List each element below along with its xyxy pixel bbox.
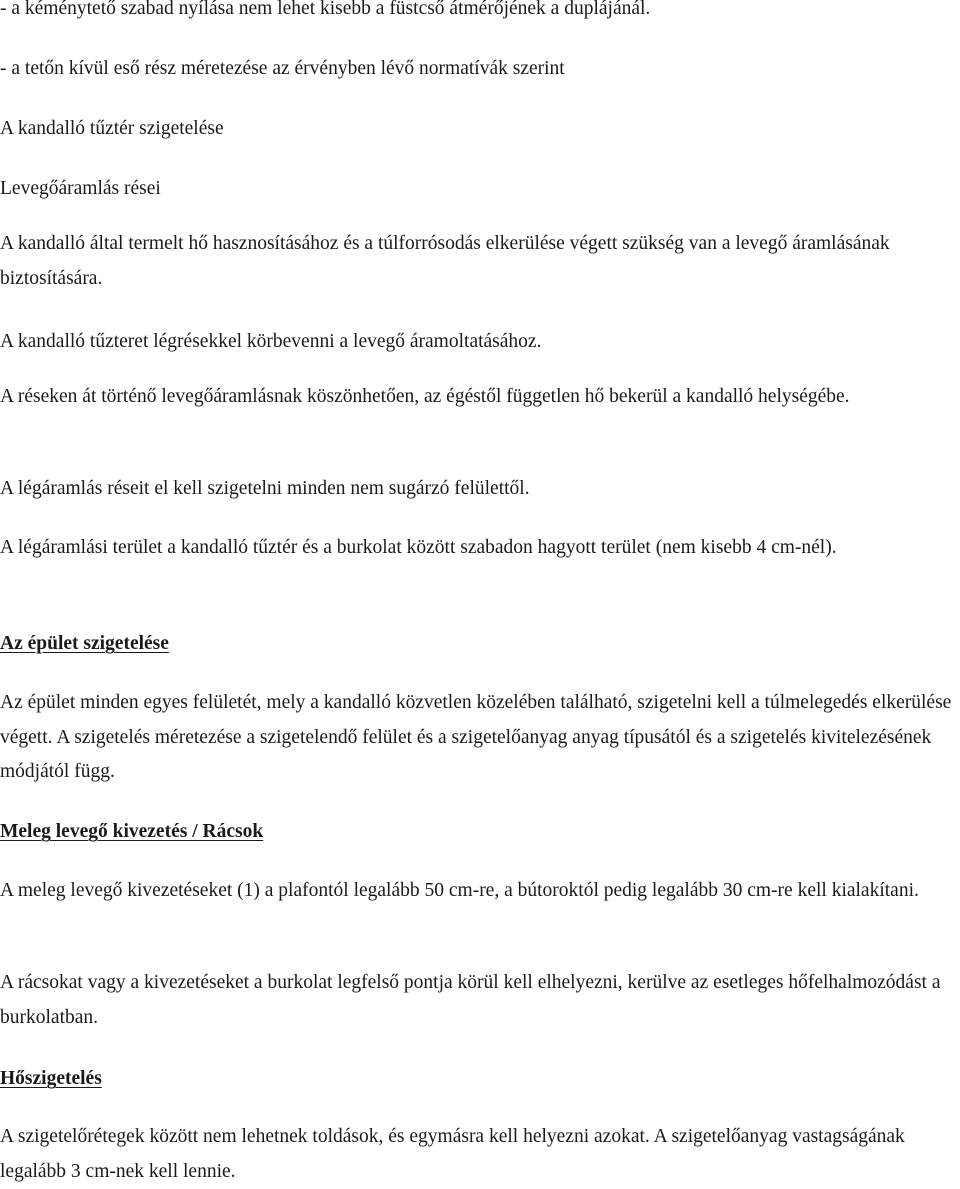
subheading-airflow-gaps: Levegőáramlás rései <box>0 178 161 199</box>
paragraph-building-insulation: Az épület minden egyes felületét, mely a kandalló közvetlen közelében található, szigetelni kell a túlmelegedés elkerülése végett. A szigetelés méretezése a szigetelendő felület és a szigetelőanyag anyag típusától és a szigetelés kivitelezésének módjától függ. <box>0 692 952 782</box>
paragraph-grille-placement: A rácsokat vagy a kivezetéseket a burkolat legfelső pontja körül kell elhelyezni, kerülve az esetleges hőfelhalmozódást a burkolatban. <box>0 972 941 1028</box>
paragraph-airflow-area: A légáramlási terület a kandalló tűztér és a burkolat között szabadon hagyott terület (nem kisebb 4 cm-nél). <box>0 537 837 558</box>
paragraph-airflow-purpose: A kandalló által termelt hő hasznosításához és a túlforrósodás elkerülése végett szükség van a levegő áramlásának biztosítására. <box>0 233 890 289</box>
heading-building-insulation: Az épület szigetelése <box>0 633 169 654</box>
heading-warm-air-outlets: Meleg levegő kivezetés / Rácsok <box>0 821 264 842</box>
paragraph-air-gaps: A kandalló tűzteret légrésekkel körbevenni a levegő áramoltatásához. <box>0 331 542 352</box>
bullet-line-roof-sizing: - a tetőn kívül eső rész méretezése az érvényben lévő normatívák szerint <box>0 58 565 79</box>
heading-thermal-insulation: Hőszigetelés <box>0 1068 102 1089</box>
paragraph-gap-insulation: A légáramlás réseit el kell szigetelni minden nem sugárzó felülettől. <box>0 478 530 499</box>
paragraph-insulation-layers: A szigetelőrétegek között nem lehetnek toldások, és egymásra kell helyezni azokat. A szigetelőanyag vastagságának legalább 3 cm-nek kell lennie. <box>0 1126 905 1182</box>
bullet-line-chimney-opening: - a kéménytető szabad nyílása nem lehet kisebb a füstcső átmérőjének a duplájánál. <box>0 0 651 19</box>
paragraph-heat-transfer: A réseken át történő levegőáramlásnak köszönhetően, az égéstől független hő bekerül a kandalló helységébe. <box>0 386 850 407</box>
subheading-firebox-insulation: A kandalló tűztér szigetelése <box>0 118 224 139</box>
paragraph-outlet-distances: A meleg levegő kivezetéseket (1) a plafontól legalább 50 cm-re, a bútoroktól pedig legalább 30 cm-re kell kialakítani. <box>0 880 919 901</box>
